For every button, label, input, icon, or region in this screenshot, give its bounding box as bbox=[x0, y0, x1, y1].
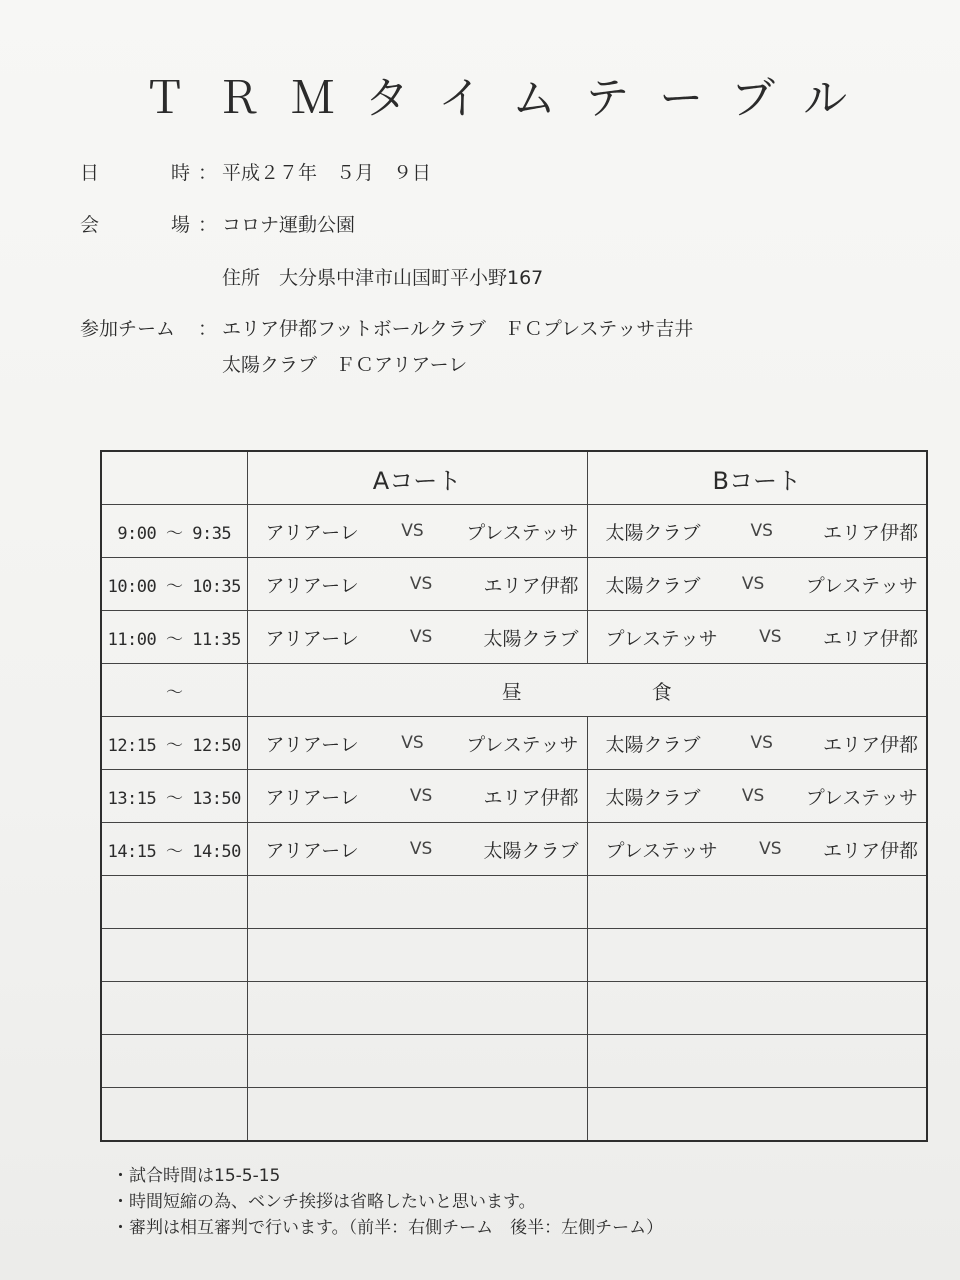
team-name: アリアーレ bbox=[265, 839, 359, 862]
team-name: アリアーレ bbox=[265, 733, 359, 756]
lunch-row bbox=[101, 664, 927, 717]
time-cell: 10:00 ～ 10:35 bbox=[101, 558, 247, 611]
lunch-time-cell: ～ bbox=[101, 664, 247, 717]
vs-label: VS bbox=[750, 733, 773, 753]
team-name: アリアーレ bbox=[265, 521, 359, 544]
empty-row bbox=[101, 982, 927, 1035]
time-cell: 9:00 ～ 9:35 bbox=[101, 505, 247, 558]
empty-row bbox=[101, 1088, 927, 1142]
team-name: 太陽クラブ bbox=[605, 521, 701, 544]
court-b-header: Bコート bbox=[587, 451, 927, 505]
empty-row bbox=[101, 1035, 927, 1088]
team-name: エリア伊都 bbox=[483, 574, 579, 597]
lunch-label-b: 食 bbox=[651, 679, 672, 704]
court-b-match bbox=[587, 611, 927, 664]
team-name: アリアーレ bbox=[265, 786, 359, 809]
court-b-match bbox=[587, 717, 927, 770]
vs-label: VS bbox=[409, 627, 433, 647]
address-line: 住所 大分県中津市山国町平小野167 bbox=[222, 267, 544, 289]
team-name: プレステッサ bbox=[805, 574, 918, 597]
timetable bbox=[100, 450, 928, 1142]
court-a-match bbox=[247, 717, 587, 770]
header-time-cell bbox=[101, 451, 247, 505]
vs-label: VS bbox=[401, 521, 424, 541]
vs-label: VS bbox=[409, 574, 433, 594]
notes bbox=[112, 1163, 663, 1241]
team-name: プレステッサ bbox=[466, 521, 579, 544]
court-a-match bbox=[247, 505, 587, 558]
court-a-match bbox=[247, 823, 587, 876]
venue-value: コロナ運動公園 bbox=[222, 214, 356, 236]
empty-row bbox=[101, 929, 927, 982]
team-name: プレステッサ bbox=[466, 733, 579, 756]
teams-line: 参加チーム ： エリア伊都フットボールクラブ ＦＣプレステッサ吉井 bbox=[80, 314, 693, 341]
team-name: エリア伊都 bbox=[822, 521, 918, 544]
team-name: アリアーレ bbox=[265, 574, 359, 597]
vs-label: VS bbox=[401, 733, 424, 753]
lunch-label-a: 昼 bbox=[501, 679, 522, 704]
vs-label: VS bbox=[741, 574, 765, 594]
note-item: ・審判は相互審判で行います。（前半：右側チーム 後半：左側チーム） bbox=[112, 1218, 664, 1238]
table-row bbox=[101, 823, 927, 876]
time-cell: 13:15 ～ 13:50 bbox=[101, 770, 247, 823]
team-name: 太陽クラブ bbox=[483, 627, 579, 650]
table-row bbox=[101, 717, 927, 770]
date-line: 日 時 ： 平成２７年 ５月 ９日 bbox=[80, 158, 431, 185]
note-item: ・時間短縮の為、ベンチ挨拶は省略したいと思います。 bbox=[112, 1192, 536, 1212]
empty-row bbox=[101, 876, 927, 929]
lunch-cell bbox=[247, 664, 927, 717]
team-name: エリア伊都 bbox=[822, 627, 918, 650]
table-row bbox=[101, 505, 927, 558]
teams-label: 参加チーム bbox=[80, 318, 176, 340]
vs-label: VS bbox=[409, 786, 433, 806]
team-name: アリアーレ bbox=[265, 627, 359, 650]
vs-label: VS bbox=[759, 627, 782, 647]
vs-label: VS bbox=[759, 839, 782, 859]
table-row bbox=[101, 558, 927, 611]
court-b-match bbox=[587, 558, 927, 611]
court-b-match bbox=[587, 823, 927, 876]
teams-value-1: エリア伊都フットボールクラブ ＦＣプレステッサ吉井 bbox=[222, 318, 694, 340]
note-item: ・試合時間は15-5-15 bbox=[112, 1166, 281, 1186]
table-row bbox=[101, 611, 927, 664]
court-a-match bbox=[247, 558, 587, 611]
table-row bbox=[101, 770, 927, 823]
venue-line: 会 場 ： コロナ運動公園 bbox=[80, 210, 355, 237]
teams-value-2: 太陽クラブ ＦＣアリアーレ bbox=[222, 354, 468, 376]
team-name: エリア伊都 bbox=[822, 839, 918, 862]
timetable-header-row bbox=[101, 451, 927, 505]
date-label: 日 時 bbox=[80, 162, 190, 184]
court-a-match bbox=[247, 770, 587, 823]
venue-label: 会 場 bbox=[80, 214, 190, 236]
team-name: プレステッサ bbox=[605, 839, 718, 862]
team-name: エリア伊都 bbox=[483, 786, 579, 809]
court-b-match bbox=[587, 505, 927, 558]
time-cell: 12:15 ～ 12:50 bbox=[101, 717, 247, 770]
team-name: 太陽クラブ bbox=[605, 786, 701, 809]
team-name: プレステッサ bbox=[805, 786, 918, 809]
team-name: 太陽クラブ bbox=[605, 733, 701, 756]
court-a-match bbox=[247, 611, 587, 664]
court-a-header: Aコート bbox=[247, 451, 587, 505]
time-cell: 14:15 ～ 14:50 bbox=[101, 823, 247, 876]
court-b-match bbox=[587, 770, 927, 823]
team-name: プレステッサ bbox=[605, 627, 718, 650]
team-name: 太陽クラブ bbox=[605, 574, 701, 597]
vs-label: VS bbox=[741, 786, 765, 806]
team-name: エリア伊都 bbox=[822, 733, 918, 756]
date-value: 平成２７年 ５月 ９日 bbox=[222, 162, 432, 184]
document-title: ＴＲＭタイムテーブル bbox=[142, 73, 878, 124]
vs-label: VS bbox=[409, 839, 433, 859]
time-cell: 11:00 ～ 11:35 bbox=[101, 611, 247, 664]
vs-label: VS bbox=[750, 521, 773, 541]
team-name: 太陽クラブ bbox=[483, 839, 579, 862]
